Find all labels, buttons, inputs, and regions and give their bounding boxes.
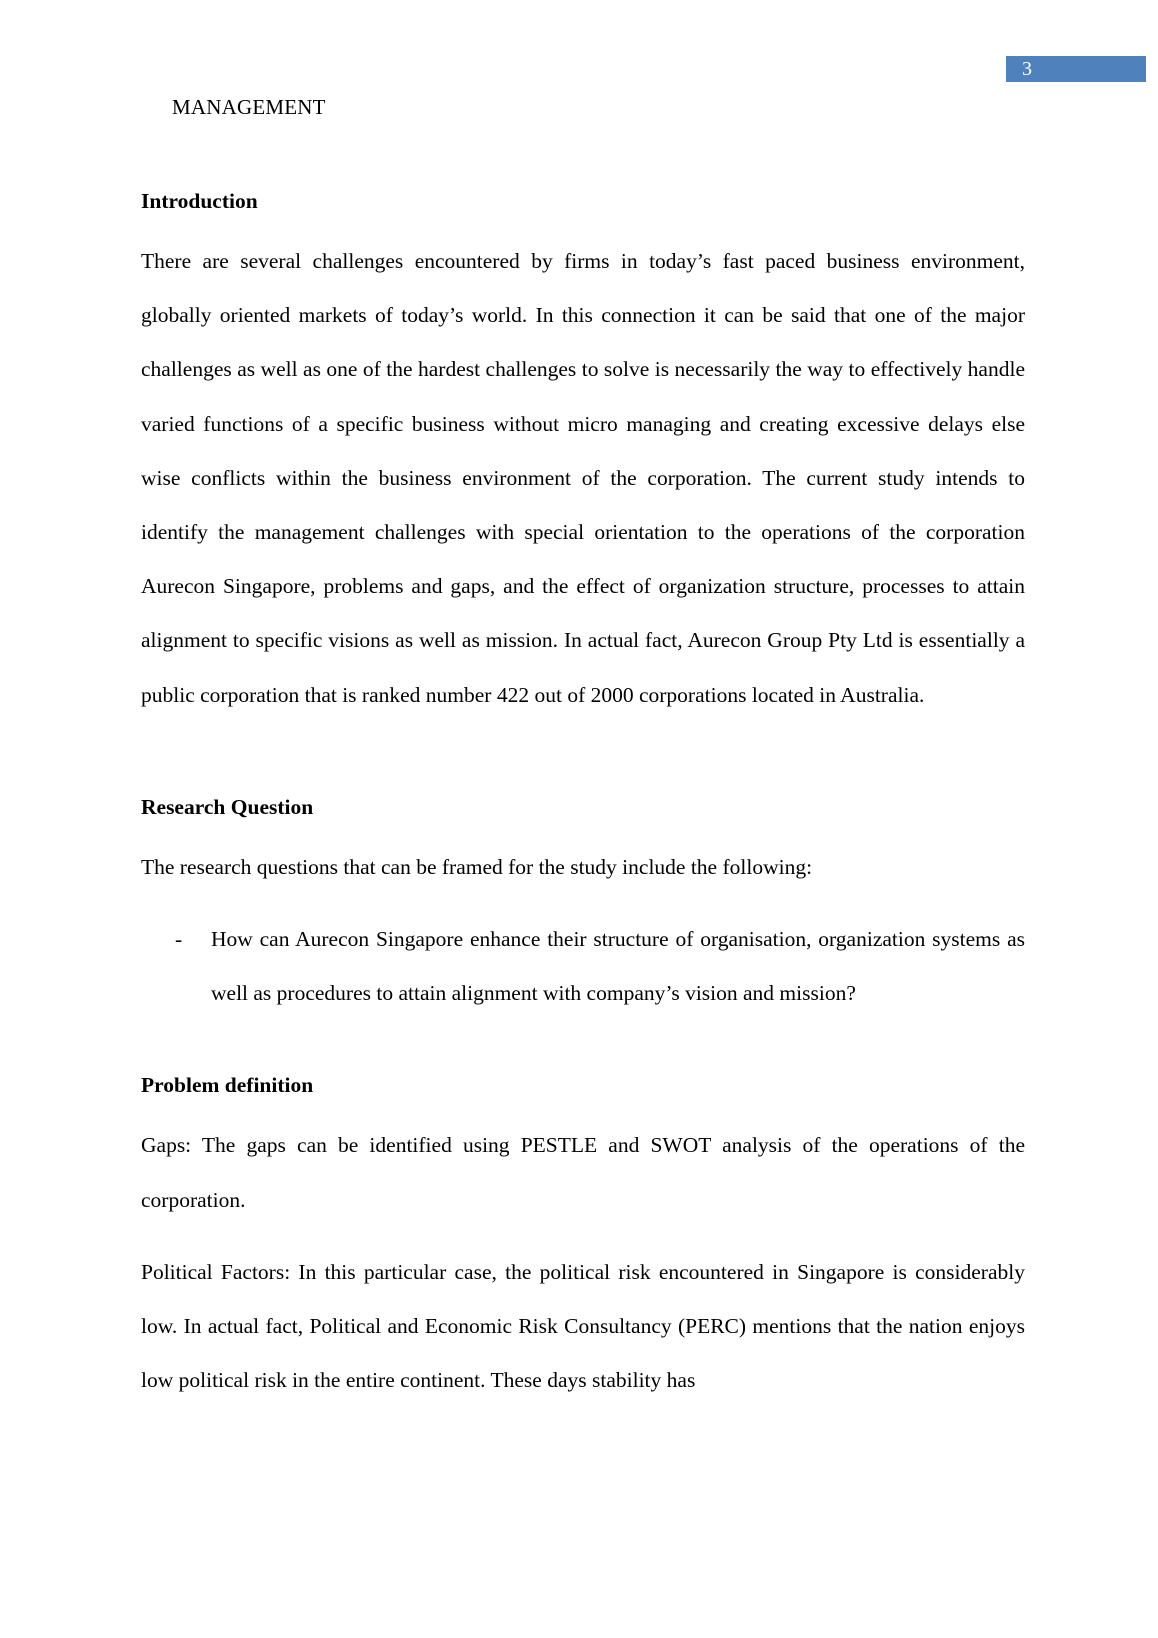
list-item-text: How can Aurecon Singapore enhance their structure of organisation, organization systems as well as procedures to attain alignment with company’s vision and mission? <box>211 927 1025 1006</box>
research-question-paragraph: The research questions that can be framed for the study include the following: <box>141 854 813 879</box>
research-question-list <box>141 912 1025 1020</box>
problem-definition-heading: Problem definition <box>141 1073 314 1098</box>
document-body <box>141 186 1025 1407</box>
introduction-paragraph: There are several challenges encountered by firms in today’s fast paced business environment, globally oriented markets of today’s world. In this connection it can be said that one of the major challenges as well as one of the hardest challenges to solve is necessarily the way to effectively handle varied functions of a specific business without micro managing and creating excessive delays else wise conflicts within the business environment of the corporation. The current study intends to identify the management challenges with special orientation to the operations of the corporation Aurecon Singapore, problems and gaps, and the effect of organization structure, processes to attain alignment to specific visions as well as mission. In actual fact, Aurecon Group Pty Ltd is essentially a public corporation that is ranked number 422 out of 2000 corporations located in Australia. <box>141 249 1025 707</box>
page-number-badge: 3 <box>1006 56 1146 82</box>
running-head: MANAGEMENT <box>172 95 326 119</box>
research-question-heading: Research Question <box>141 794 314 819</box>
bullet-dash: - <box>175 927 183 952</box>
introduction-heading: Introduction <box>141 189 258 213</box>
list-item <box>175 912 1025 1020</box>
political-factors-paragraph: Political Factors: In this particular case, the political risk encountered in Singapore is considerably low. In actual fact, Political and Economic Risk Consultancy (PERC) mentions that the nation enjoys low political risk in the entire continent. These days stability has <box>141 1259 1025 1393</box>
gaps-paragraph: Gaps: The gaps can be identified using PESTLE and SWOT analysis of the operations of the corporation. <box>141 1133 1025 1212</box>
